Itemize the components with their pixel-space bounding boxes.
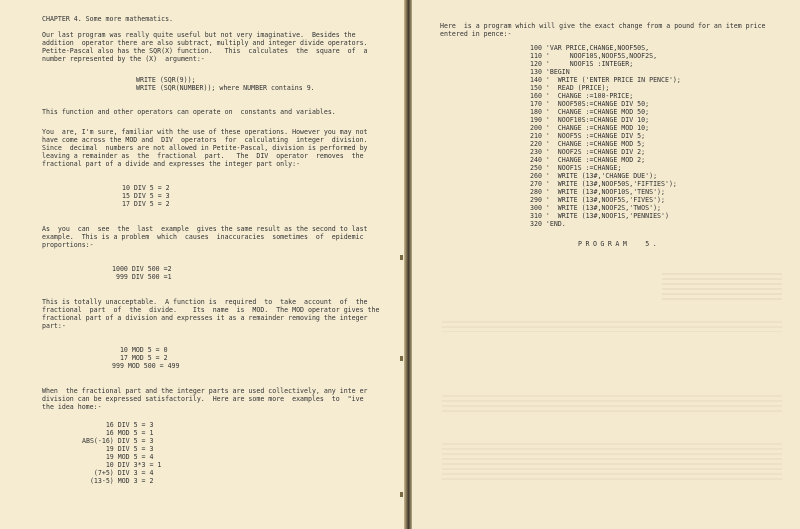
program-line: 240 ' CHANGE :=CHANGE MOD 2; (530, 156, 646, 164)
code-line: 17 DIV 5 = 2 (122, 200, 170, 208)
text-line: example. This is a problem which causes inaccuracies sometimes of epidemic (42, 233, 364, 241)
text-line: leaving a remainder as the fractional part. The DIV operator removes the (42, 152, 364, 160)
program-line: 300 ' WRITE (13#,NOOF2S,'TWOS'); (530, 204, 662, 212)
chapter-heading: CHAPTER 4. Some more mathematics. (42, 15, 174, 23)
program-line: 150 ' READ (PRICE); (530, 84, 610, 92)
code-line: (13-5) MOD 3 = 2 (82, 477, 154, 485)
code-line: WRITE (SQR(NUMBER)); where NUMBER contains 9. (136, 84, 315, 92)
book-gutter (404, 0, 412, 529)
code-line: 999 DIV 500 =1 (112, 273, 172, 281)
show-through-block (662, 270, 782, 300)
program-caption: PROGRAM 5. (578, 240, 661, 248)
program-line: 230 ' NOOF2S :=CHANGE DIV 2; (530, 148, 646, 156)
code-line: WRITE (SQR(9)); (136, 76, 196, 84)
text-line: Our last program was really quite useful but not very imaginative. Besides the (42, 31, 356, 39)
program-line: 200 ' CHANGE :=CHANGE MOD 10; (530, 124, 650, 132)
code-line: 10 DIV 5 = 2 (122, 184, 170, 192)
program-line: 140 ' WRITE ('ENTER PRICE IN PENCE'); (530, 76, 681, 84)
text-line: entered in pence:- (440, 30, 512, 38)
text-line: Petite-Pascal also has the SQR(X) function. This calculates the square of a (42, 47, 368, 55)
text-line: the idea home:- (42, 403, 102, 411)
program-line: 250 ' NOOF1S :=CHANGE; (530, 164, 622, 172)
program-line: 270 ' WRITE (13#,NOOF50S,'FIFTIES'); (530, 180, 677, 188)
code-line: 999 MOD 500 = 499 (112, 362, 180, 370)
binding-staple (400, 255, 403, 260)
code-line: 1000 DIV 500 =2 (112, 265, 172, 273)
program-line: 210 ' NOOF5S :=CHANGE DIV 5; (530, 132, 646, 140)
program-line: 320 'END. (530, 220, 566, 228)
code-line: 19 DIV 5 = 3 (82, 445, 154, 453)
binding-staple (400, 492, 403, 497)
program-line: 290 ' WRITE (13#,NOOF5S,'FIVES'); (530, 196, 665, 204)
binding-staple (400, 356, 403, 361)
program-line: 120 ' NOOF1S :INTEGER; (530, 60, 634, 68)
program-line: 260 ' WRITE (13#,'CHANGE DUE'); (530, 172, 658, 180)
program-line: 310 ' WRITE (13#,NOOF1S,'PENNIES') (530, 212, 669, 220)
code-line: 16 MOD 5 = 1 (82, 429, 154, 437)
show-through-block (442, 318, 782, 332)
program-line: 220 ' CHANGE :=CHANGE MOD 5; (530, 140, 646, 148)
paragraph-operators: This function and other operators can operate on constants and variables. (42, 108, 336, 116)
program-line: 170 ' NOOF50S:=CHANGE DIV 50; (530, 100, 650, 108)
text-line: division can be expressed satisfactorily. Here are some more examples to "ive (42, 395, 364, 403)
text-line: fractional part of a divide and expresses the integer part only:- (42, 160, 301, 168)
text-line: You are, I'm sure, familiar with the use of these operations. However you may not (42, 128, 368, 136)
text-line: part:- (42, 322, 66, 330)
code-line: 15 DIV 5 = 3 (122, 192, 170, 200)
text-line: As you can see the last example gives the same result as the second to last (42, 225, 368, 233)
program-line: 280 ' WRITE (13#,NOOF10S,'TENS'); (530, 188, 665, 196)
show-through-block (442, 440, 782, 480)
code-line: ABS(-16) DIV 5 = 3 (82, 437, 154, 445)
program-line: 100 'VAR PRICE,CHANGE,NOOF50S, (530, 44, 650, 52)
code-line: 10 DIV 3*3 = 1 (82, 461, 162, 469)
text-line: Since decimal numbers are not allowed in Petite-Pascal, division is performed by (42, 144, 368, 152)
show-through-block (442, 392, 782, 414)
program-line: 110 ' NOOF10S,NOOF5S,NOOF2S, (530, 52, 658, 60)
text-line: have come across the MOD and DIV operators for calculating integer division. (42, 136, 368, 144)
text-line: fractional part of the divide. Its name is MOD. The MOD operator gives the (42, 306, 380, 314)
right-page (412, 0, 800, 529)
code-line: 17 MOD 5 = 2 (112, 354, 168, 362)
text-line: proportions:- (42, 241, 94, 249)
text-line: addition operator there are also subtract, multiply and integer divide operators. (42, 39, 368, 47)
text-line: number represented by the (X) argument:- (42, 55, 205, 63)
program-line: 180 ' CHANGE :=CHANGE MOD 50; (530, 108, 650, 116)
code-line: (7+5) DIV 3 = 4 (82, 469, 154, 477)
program-line: 190 ' NOOF10S:=CHANGE DIV 10; (530, 116, 650, 124)
text-line: fractional part of a division and expresses it as a remainder removing the integer (42, 314, 368, 322)
code-line: 19 MOD 5 = 4 (82, 453, 154, 461)
code-line: 16 DIV 5 = 3 (82, 421, 154, 429)
program-line: 160 ' CHANGE :=100-PRICE; (530, 92, 634, 100)
code-line: 10 MOD 5 = 0 (112, 346, 168, 354)
text-line: This is totally unacceptable. A function is required to take account of the (42, 298, 368, 306)
text-line: When the fractional part and the integer parts are used collectively, any inte er (42, 387, 368, 395)
text-line: Here is a program which will give the exact change from a pound for an item price (440, 22, 766, 30)
program-line: 130 'BEGIN (530, 68, 570, 76)
